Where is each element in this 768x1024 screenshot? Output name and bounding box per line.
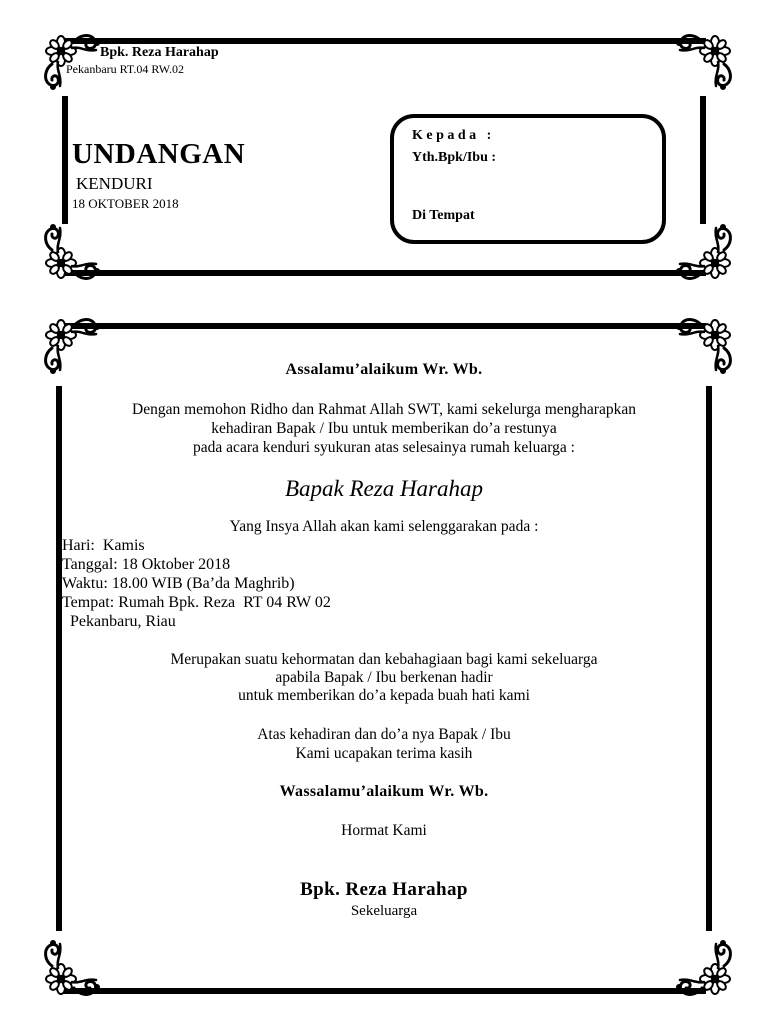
flourish-corner-icon bbox=[674, 222, 736, 284]
detail-city: Pekanbaru, Riau bbox=[62, 613, 176, 630]
flourish-corner-icon bbox=[40, 30, 102, 92]
signature-family: Sekeluarga bbox=[350, 903, 418, 919]
sender-address: Pekanbaru RT.04 RW.02 bbox=[66, 62, 184, 76]
sender-name: Bpk. Reza Harahap bbox=[100, 45, 219, 60]
thanks-line: Kami ucapakan terima kasih bbox=[295, 745, 473, 762]
detail-time: Waktu: 18.00 WIB (Ba’da Maghrib) bbox=[62, 575, 295, 592]
detail-place: Tempat: Rumah Bpk. Reza RT 04 RW 02 bbox=[62, 594, 331, 611]
schedule-intro: Yang Insya Allah akan kami selenggarakan pada : bbox=[229, 518, 539, 535]
kepada-label: K e p a d a : bbox=[412, 128, 492, 143]
signature-name: Bpk. Reza Harahap bbox=[300, 879, 468, 900]
recipient-line: Yth.Bpk/Ibu : bbox=[412, 150, 497, 165]
intro-line: Dengan memohon Ridho dan Rahmat Allah SWT, kami sekelurga mengharapkan bbox=[132, 401, 636, 418]
envelope-border-top bbox=[62, 38, 706, 44]
closing-salutation: Wassalamu’alaikum Wr. Wb. bbox=[279, 783, 489, 800]
place-line: Di Tempat bbox=[412, 208, 475, 223]
intro-line: kehadiran Bapak / Ibu untuk memberikan do’a restunya bbox=[211, 420, 557, 437]
honor-line: untuk memberikan do’a kepada buah hati kami bbox=[238, 687, 530, 704]
flourish-corner-icon bbox=[40, 938, 102, 1000]
greeting: Assalamu’alaikum Wr. Wb. bbox=[285, 361, 483, 378]
flourish-corner-icon bbox=[674, 938, 736, 1000]
envelope-border-bottom bbox=[62, 270, 706, 276]
invitation-subtitle: KENDURI bbox=[76, 174, 153, 193]
detail-date: Tanggal: 18 Oktober 2018 bbox=[62, 556, 231, 573]
envelope-border-left bbox=[62, 96, 68, 224]
letter-border-bottom bbox=[62, 988, 706, 994]
honor-line: Merupakan suatu kehormatan dan kebahagiaan bagi kami sekeluarga bbox=[170, 651, 598, 668]
invitation-title: UNDANGAN bbox=[72, 138, 246, 170]
host-name: Bapak Reza Harahap bbox=[284, 476, 484, 501]
detail-day: Hari: Kamis bbox=[62, 537, 145, 554]
invitation-date: 18 OKTOBER 2018 bbox=[72, 196, 179, 211]
recipient-box bbox=[390, 114, 666, 244]
flourish-corner-icon bbox=[40, 222, 102, 284]
regards: Hormat Kami bbox=[341, 822, 427, 839]
honor-line: apabila Bapak / Ibu berkenan hadir bbox=[275, 669, 493, 686]
thanks-line: Atas kehadiran dan do’a nya Bapak / Ibu bbox=[257, 726, 511, 743]
letter-border-top bbox=[62, 323, 706, 329]
flourish-corner-icon bbox=[674, 30, 736, 92]
intro-line: pada acara kenduri syukuran atas selesainya rumah keluarga : bbox=[193, 439, 575, 456]
envelope-border-right bbox=[700, 96, 706, 224]
